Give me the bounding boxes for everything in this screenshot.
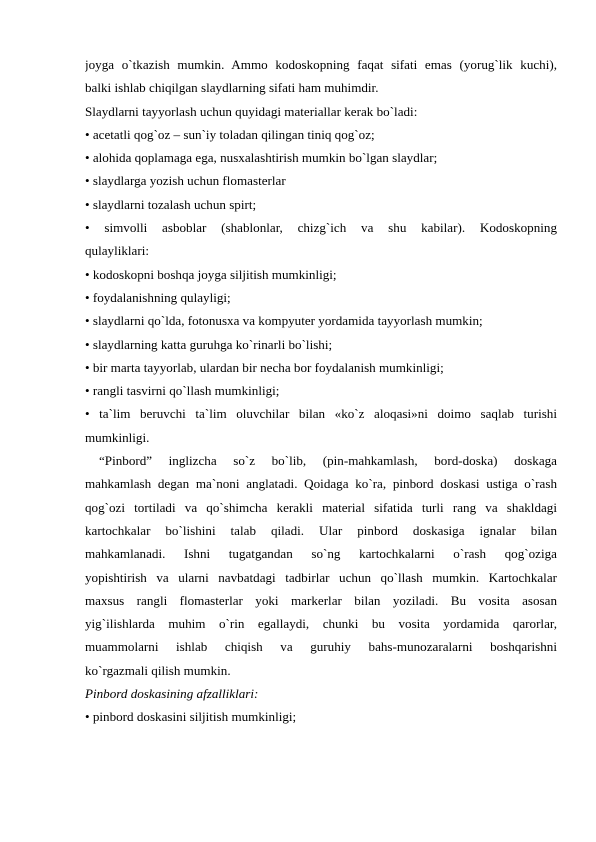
list-item: • bir marta tayyorlab, ulardan bir necha bor foydalanish mumkinligi; — [85, 359, 444, 375]
text-line: Slaydlarni tayyorlash uchun quyidagi materiallar kerak bo`ladi: — [85, 103, 418, 119]
text-line: yig`ilishlarda muhim o`rin egallaydi, chunki bu vosita yordamida qarorlar, — [85, 616, 557, 632]
text-line: balki ishlab chiqilgan slaydlarning sifati ham muhimdir. — [85, 80, 379, 96]
list-item: • kodoskopni boshqa joyga siljitish mumkinligi; — [85, 266, 337, 282]
document-page — [85, 53, 557, 729]
list-item: • slaydlarning katta guruhga ko`rinarli bo`lishi; — [85, 336, 333, 352]
list-item: • slaydlarni qo`lda, fotonusxa va kompyuter yordamida tayyorlash mumkin; — [85, 313, 483, 329]
text-line: ko`rgazmali qilish mumkin. — [85, 662, 231, 678]
list-item: • slaydlarni tozalash uchun spirt; — [85, 196, 257, 212]
text-line: qulayliklari: — [85, 243, 149, 259]
text-line: yopishtirish va ularni navbatdagi tadbirlar uchun qo`llash mumkin. Kartochkalar — [85, 569, 557, 585]
text-line: qog`ozi tortiladi va qo`shimcha kerakli material sifatida turli rang va shakldagi — [85, 499, 557, 515]
text-line: mahkamlanadi. Ishni tugatgandan so`ng kartochkalarni o`rash qog`oziga — [85, 546, 557, 562]
list-item: • alohida qoplamaga ega, nusxalashtirish mumkin bo`lgan slaydlar; — [85, 150, 438, 166]
list-item: • pinbord doskasini siljitish mumkinligi; — [85, 709, 297, 725]
text-line: mumkinligi. — [85, 429, 150, 445]
list-item: • slaydlarga yozish uchun flomasterlar — [85, 173, 286, 189]
text-line: joyga o`tkazish mumkin. Ammo kodoskopning faqat sifati emas (yorug`lik kuchi), — [85, 57, 557, 72]
text-line: kartochkalar bo`lishini talab qiladi. Ular pinbord doskasiga ignalar bilan — [85, 522, 557, 538]
paragraph-first-line: “Pinbord” inglizcha so`z bo`lib, (pin-mahkamlash, bord-doska) doskaga — [99, 453, 557, 469]
list-item: • foydalanishning qulayligi; — [85, 289, 231, 305]
section-heading: Pinbord doskasining afzalliklari: — [85, 686, 259, 702]
list-item: • simvolli asboblar (shablonlar, chizg`ich va shu kabilar). Kodoskopning — [85, 220, 557, 236]
text-line: maxsus rangli flomasterlar yoki markerlar bilan yoziladi. Bu vosita asosan — [85, 592, 557, 608]
text-line: muammolarni ishlab chiqish va guruhiy bahs-munozaralarni boshqarishni — [85, 639, 557, 655]
text-line: mahkamlash degan ma`noni anglatadi. Qoidaga ko`ra, pinbord doskasi ustiga o`rash — [85, 476, 557, 492]
list-item: • ta`lim beruvchi ta`lim oluvchilar bilan «ko`z aloqasi»ni doimo saqlab turishi — [85, 406, 557, 422]
list-item: • acetatli qog`oz – sun`iy toladan qilingan tiniq qog`oz; — [85, 126, 375, 142]
list-item: • rangli tasvirni qo`llash mumkinligi; — [85, 383, 280, 399]
